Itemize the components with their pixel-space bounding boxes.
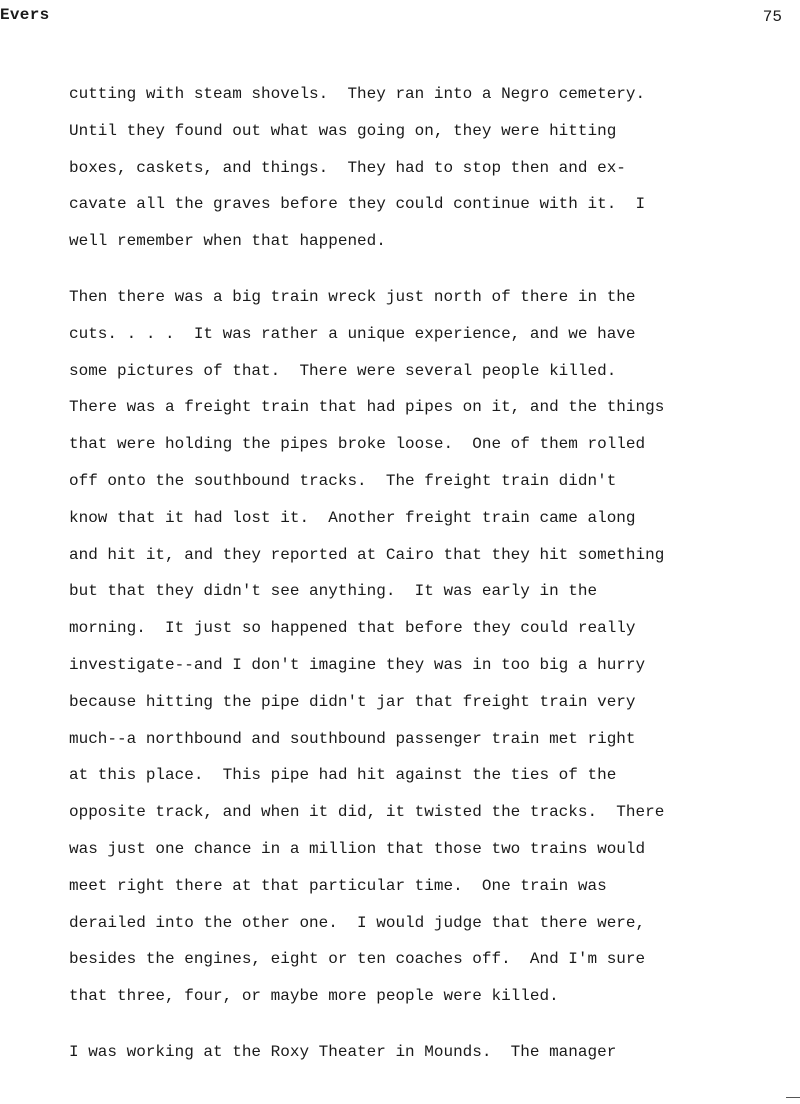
- text-line: cutting with steam shovels. They ran into a Negro cemetery.: [69, 85, 646, 103]
- paragraph-2: [69, 279, 769, 1015]
- text-line: investigate--and I don't imagine they was in too big a hurry: [69, 655, 646, 674]
- text-line: some pictures of that. There were several people killed.: [69, 361, 617, 380]
- text-line: because hitting the pipe didn't jar that freight train very: [69, 692, 636, 711]
- text-line: I was working at the Roxy Theater in Mounds. The manager: [69, 1042, 617, 1061]
- text-line: that were holding the pipes broke loose. One of them rolled: [69, 435, 646, 454]
- text-line: besides the engines, eight or ten coaches off. And I'm sure: [69, 950, 646, 969]
- text-line: that three, four, or maybe more people were killed.: [69, 987, 559, 1006]
- text-line: Until they found out what was going on, they were hitting: [69, 121, 617, 140]
- scan-corner-mark: [786, 1097, 800, 1098]
- text-line: morning. It just so happened that before they could really: [69, 619, 636, 638]
- text-line: off onto the southbound tracks. The freight train didn't: [69, 471, 617, 490]
- text-line: cuts. . . . It was rather a unique experience, and we have: [69, 324, 636, 343]
- transcript-body: [69, 76, 769, 1090]
- text-line: boxes, caskets, and things. They had to stop then and ex-: [69, 158, 626, 177]
- text-line: meet right there at that particular time. One train was: [69, 876, 607, 895]
- text-line: Then there was a big train wreck just north of there in the: [69, 287, 636, 306]
- paragraph-1: [69, 76, 769, 260]
- text-line: at this place. This pipe had hit against the ties of the: [69, 766, 617, 785]
- header-interviewee-name: Evers: [0, 6, 50, 24]
- text-line: much--a northbound and southbound passenger train met right: [69, 729, 636, 748]
- text-line: well remember when that happened.: [69, 232, 386, 251]
- text-line: derailed into the other one. I would judge that there were,: [69, 913, 646, 932]
- text-line: cavate all the graves before they could continue with it. I: [69, 195, 646, 214]
- text-line: know that it had lost it. Another freight train came along: [69, 508, 636, 527]
- paragraph-3: [69, 1034, 769, 1071]
- text-line: opposite track, and when it did, it twisted the tracks. There: [69, 803, 665, 822]
- text-line: was just one chance in a million that those two trains would: [69, 839, 646, 858]
- text-line: There was a freight train that had pipes on it, and the things: [69, 398, 665, 417]
- text-line: but that they didn't see anything. It was early in the: [69, 582, 598, 601]
- text-line: and hit it, and they reported at Cairo that they hit something: [69, 545, 665, 564]
- page-number: 75: [762, 8, 782, 26]
